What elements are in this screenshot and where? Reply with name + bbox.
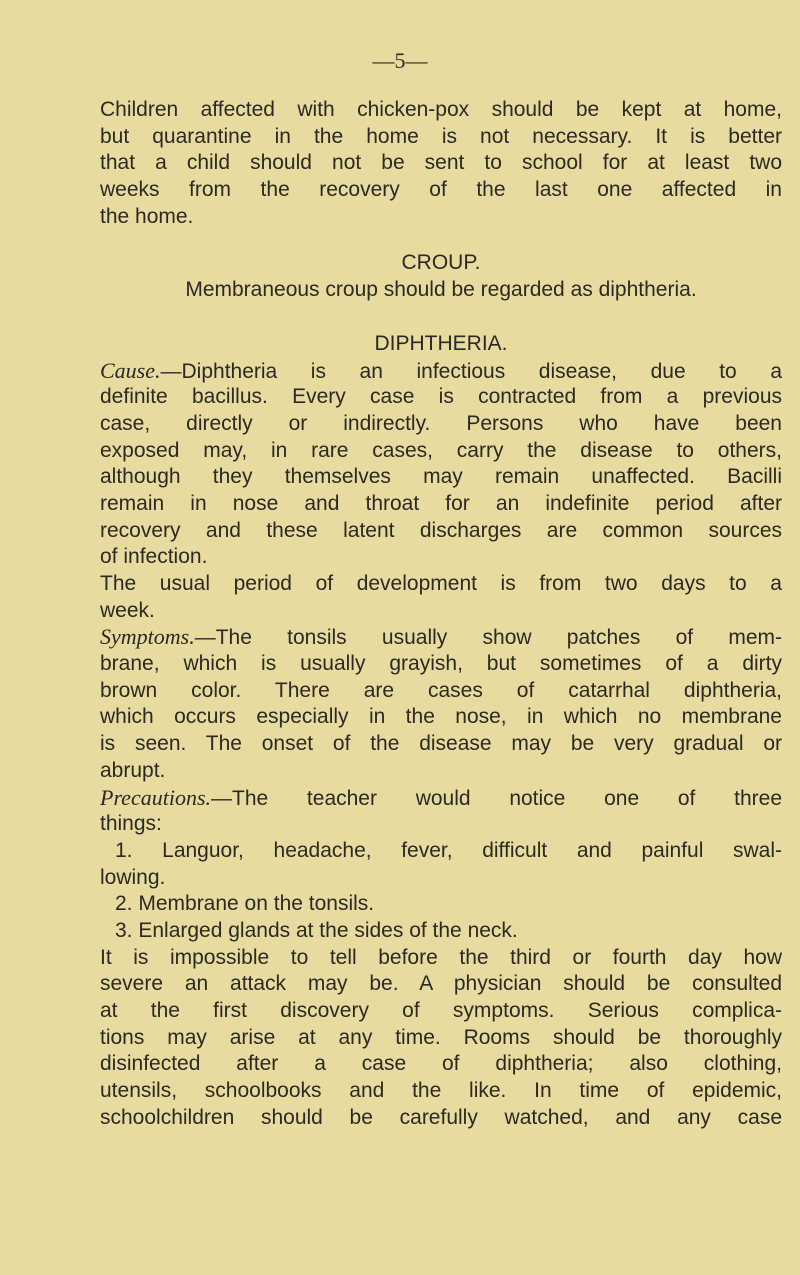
text-line [100, 1051, 782, 1078]
text-line [100, 758, 782, 785]
line-text: but quarantine in the home is not necessary. It is better [100, 124, 782, 148]
line-text: brane, which is usually grayish, but sometimes of a dirty [100, 652, 782, 676]
italic-lead-in: Symptoms. [100, 624, 195, 650]
line-text: utensils, schoolbooks and the like. In time of epidemic, [100, 1079, 782, 1103]
text-line [100, 838, 782, 865]
text-line [100, 124, 782, 151]
text-line [100, 97, 782, 124]
text-line [100, 277, 782, 304]
line-text: —The teacher would notice one of three [211, 786, 782, 810]
text-line [100, 785, 782, 812]
section-heading [100, 250, 782, 277]
line-text: —Diphtheria is an infectious disease, due to a [160, 359, 782, 383]
text-line [100, 1105, 782, 1132]
line-text: The usual period of development is from two days to a [100, 572, 782, 595]
line-text: is seen. The onset of the disease may be very gradual or [100, 732, 782, 756]
line-text: of infection. [100, 545, 208, 569]
line-text: severe an attack may be. A physician should be consulted [100, 972, 782, 996]
text-line [100, 204, 782, 231]
text-line [100, 571, 782, 598]
line-text: week. [100, 598, 155, 622]
line-text: DIPHTHERIA. [374, 331, 508, 355]
line-text: which occurs especially in the nose, in which no membrane [100, 705, 782, 729]
line-text: the home. [100, 204, 194, 228]
italic-lead-in: Cause. [100, 357, 161, 383]
line-text: 2. Membrane on the tonsils. [115, 892, 375, 916]
line-text: exposed may, in rare cases, carry the disease to others, [100, 438, 782, 462]
line-text: disinfected after a case of diphtheria; also clothing, [100, 1052, 782, 1076]
line-text: remain in nose and throat for an indefinite period after [100, 491, 782, 515]
section-heading [100, 331, 782, 358]
line-text: CROUP. [401, 251, 481, 275]
line-text: Membraneous croup should be regarded as diphtheria. [185, 278, 697, 302]
text-line [100, 971, 782, 998]
text-line [100, 1078, 782, 1105]
text-line [100, 998, 782, 1025]
text-line [100, 731, 782, 758]
text-line [100, 491, 782, 518]
line-text: recovery and these latent discharges are common sources [100, 518, 782, 542]
text-line [100, 945, 782, 972]
page-body [100, 97, 782, 1131]
line-text: things: [100, 812, 162, 836]
line-text: lowing. [100, 865, 166, 889]
text-line [100, 544, 782, 571]
text-line [100, 150, 782, 177]
text-line [100, 384, 782, 411]
text-line [100, 918, 782, 945]
page-number: —5— [372, 48, 428, 73]
line-text: at the first discovery of symptoms. Serious complica- [100, 999, 782, 1022]
text-line [100, 891, 782, 918]
line-text: case, directly or indirectly. Persons who have been [100, 411, 782, 435]
line-text: schoolchildren should be carefully watched, and any case [100, 1105, 782, 1129]
text-line [100, 177, 782, 204]
line-text: definite bacillus. Every case is contracted from a previous [100, 385, 782, 409]
line-text: tions may arise at any time. Rooms should be thoroughly [100, 1025, 782, 1049]
text-line [100, 411, 782, 438]
line-text: Children affected with chicken-pox should be kept at home, [100, 98, 782, 121]
text-line [100, 598, 782, 625]
line-text: 1. Languor, headache, fever, difficult and painful swal- [115, 838, 782, 862]
line-text: that a child should not be sent to school for at least two [100, 151, 782, 175]
text-line [100, 624, 782, 651]
italic-lead-in: Precautions. [100, 784, 211, 810]
text-line [100, 678, 782, 705]
text-line [100, 651, 782, 678]
line-text: abrupt. [100, 758, 166, 782]
text-line [100, 358, 782, 385]
text-line [100, 464, 782, 491]
text-line [100, 518, 782, 545]
text-line [100, 865, 782, 892]
text-line [100, 1025, 782, 1052]
text-line [100, 811, 782, 838]
line-text: 3. Enlarged glands at the sides of the neck. [115, 918, 518, 942]
line-text: weeks from the recovery of the last one affected in [100, 178, 782, 202]
text-line [100, 438, 782, 465]
line-text: although they themselves may remain unaffected. Bacilli [100, 465, 782, 489]
text-line [100, 704, 782, 731]
line-text: It is impossible to tell before the third or fourth day how [100, 945, 782, 969]
line-text: brown color. There are cases of catarrhal diphtheria, [100, 678, 782, 702]
line-text: —The tonsils usually show patches of mem- [194, 626, 782, 650]
